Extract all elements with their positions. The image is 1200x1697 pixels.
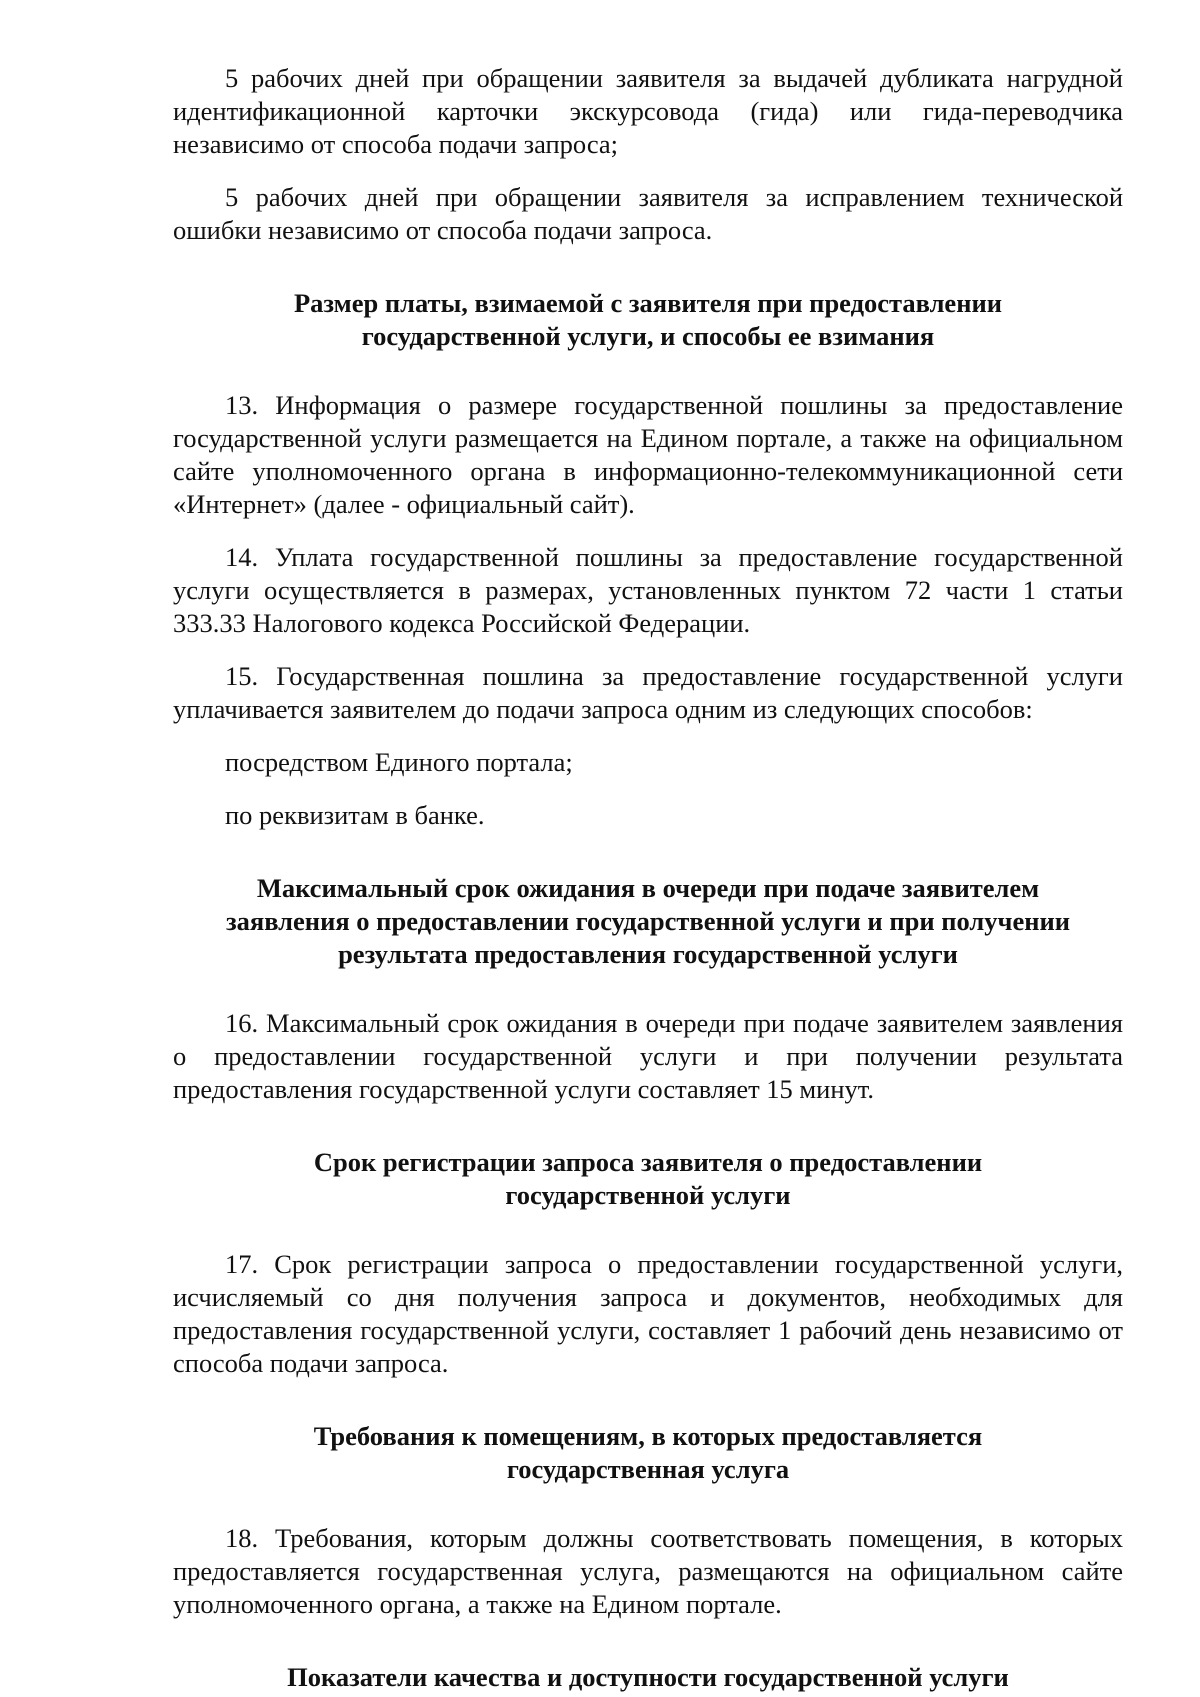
paragraph-15-option-portal: посредством Единого портала; bbox=[225, 747, 573, 777]
paragraph-18: 18. Требования, которым должны соответствовать помещения, в которых предоставляется государственная услуга, размещаются на официальном сайте уполномоченного органа, а также на Едином портале. bbox=[173, 1523, 1123, 1619]
heading-registration-line-2: государственной услуги bbox=[505, 1180, 791, 1210]
paragraph-15-option-bank: по реквизитам в банке. bbox=[225, 800, 485, 830]
heading-quality-line-1: Показатели качества и доступности государственной услуги bbox=[287, 1662, 1009, 1692]
heading-fee-line-1: Размер платы, взимаемой с заявителя при предоставлении bbox=[293, 288, 1003, 318]
heading-queue-line-2: заявления о предоставлении государственной услуги и при получении bbox=[225, 906, 1071, 936]
heading-rooms-line-2: государственная услуга bbox=[506, 1454, 790, 1484]
document-page bbox=[173, 62, 1123, 1694]
paragraph-17: 17. Срок регистрации запроса о предоставлении государственной услуги, исчисляемый со дня получения запроса и документов, необходимых для предоставления государственной услуги, составляет 1 рабочий день независимо от способа подачи запроса. bbox=[173, 1249, 1123, 1378]
heading-rooms-line-1: Требования к помещениям, в которых предоставляется bbox=[313, 1421, 983, 1451]
paragraph-error-term: 5 рабочих дней при обращении заявителя за исправлением технической ошибки независимо от способа подачи запроса. bbox=[173, 182, 1123, 245]
heading-quality bbox=[173, 1661, 1123, 1694]
paragraph-15: 15. Государственная пошлина за предоставление государственной услуги уплачивается заявителем до подачи запроса одним из следующих способов: bbox=[173, 661, 1123, 724]
heading-queue bbox=[173, 872, 1123, 971]
heading-rooms bbox=[173, 1420, 1123, 1486]
heading-registration bbox=[173, 1146, 1123, 1212]
paragraph-16: 16. Максимальный срок ожидания в очереди при подаче заявителем заявления о предоставлении государственной услуги и при получении результата предоставления государственной услуги составляет 15 минут. bbox=[173, 1008, 1123, 1104]
heading-fee-line-2: государственной услуги, и способы ее взимания bbox=[361, 321, 935, 351]
paragraph-14: 14. Уплата государственной пошлины за предоставление государственной услуги осуществляется в размерах, установленных пунктом 72 части 1 статьи 333.33 Налогового кодекса Российской Федерации. bbox=[173, 542, 1123, 638]
heading-queue-line-3: результата предоставления государственной услуги bbox=[338, 939, 958, 969]
heading-registration-line-1: Срок регистрации запроса заявителя о предоставлении bbox=[313, 1147, 983, 1177]
paragraph-13: 13. Информация о размере государственной пошлины за предоставление государственной услуги размещается на Едином портале, а также на официальном сайте уполномоченного органа в информационно-телекоммуникационной сети «Интернет» (далее - официальный сайт). bbox=[173, 390, 1123, 519]
heading-queue-line-1: Максимальный срок ожидания в очереди при подаче заявителем bbox=[256, 873, 1040, 903]
heading-fee bbox=[173, 287, 1123, 353]
paragraph-duplicate-term: 5 рабочих дней при обращении заявителя за выдачей дубликата нагрудной идентификационной карточки экскурсовода (гида) или гида-переводчика независимо от способа подачи запроса; bbox=[173, 63, 1123, 159]
